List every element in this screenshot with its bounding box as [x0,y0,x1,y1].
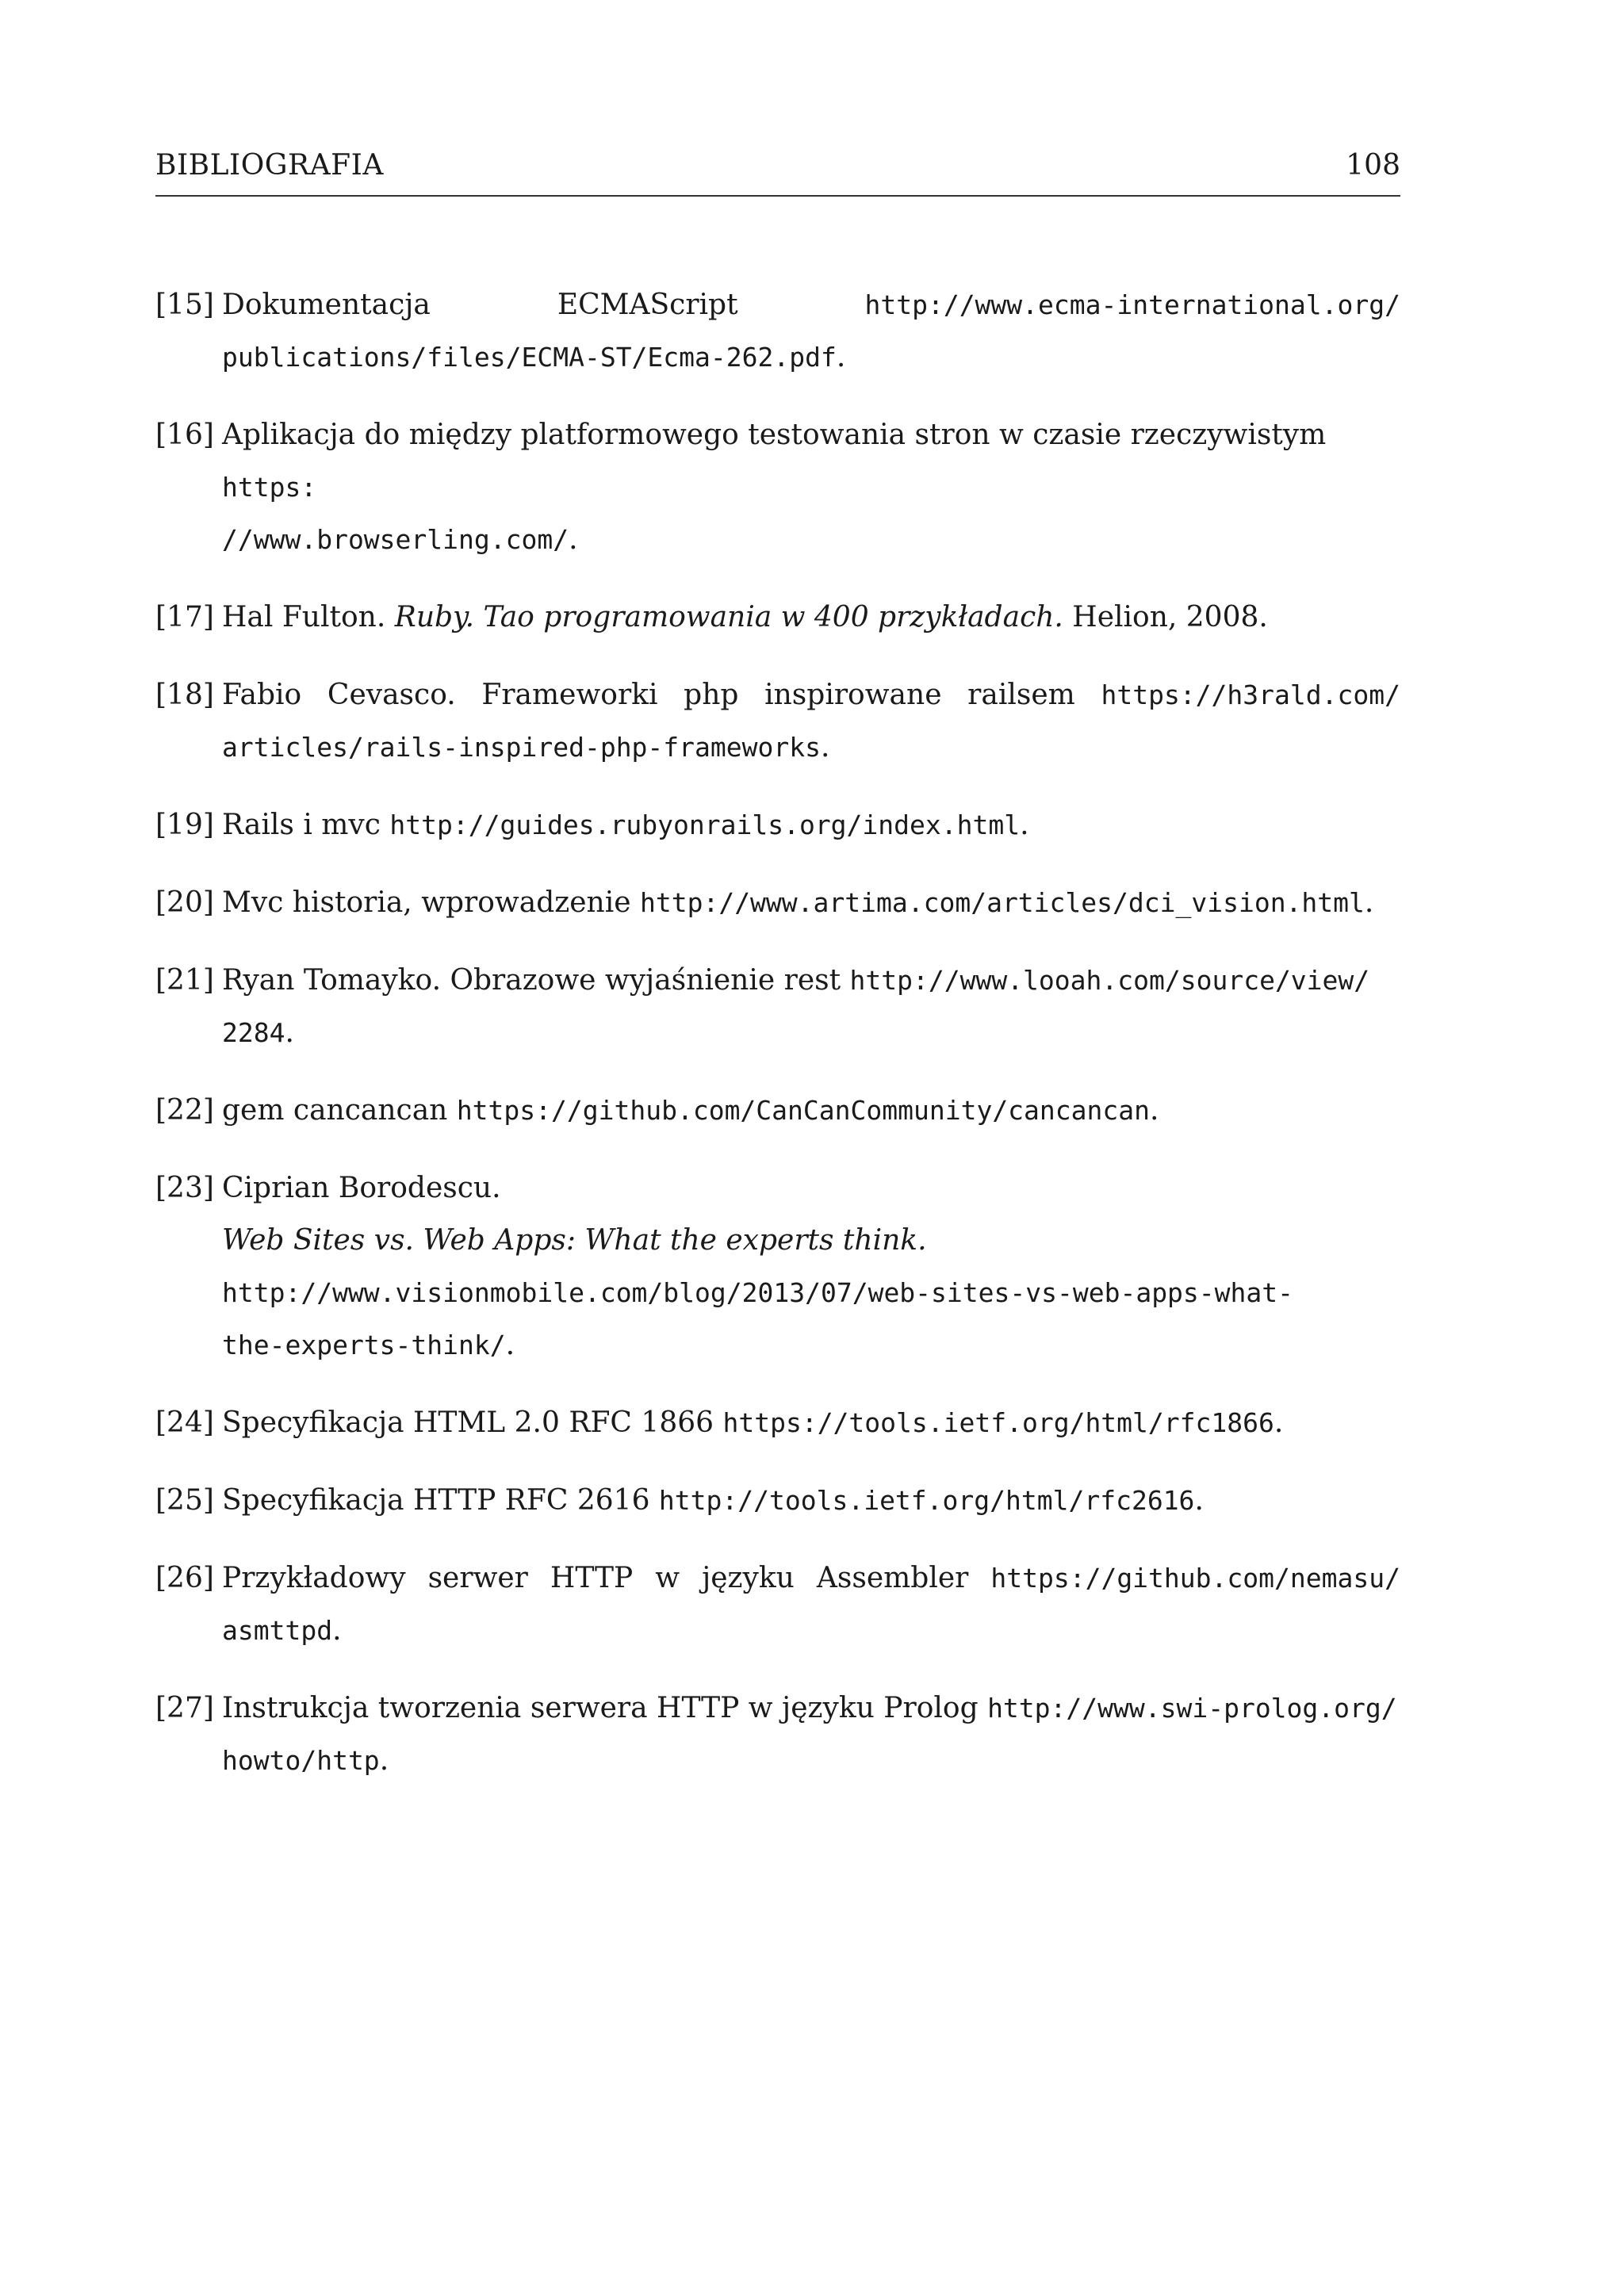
entry-word: Cevasco. [327,679,456,711]
entry-word: Fabio [222,679,302,711]
entry-word: języku [702,1562,795,1594]
entry-text: Rails i mvc [222,809,390,841]
entry-number: [17] [155,601,214,633]
entry-url[interactable]: http://www.visionmobile.com/blog/2013/07/web-sites-vs-web-apps-what- [222,1277,1294,1308]
bib-entry-17 [155,591,1400,644]
entry-line [222,279,1400,331]
entry-title: Ruby. Tao programowania w 400 przykładach. [394,601,1063,633]
entry-word: serwer [427,1562,528,1594]
entry-word: Przykładowy [222,1562,406,1594]
bib-entry-25 [155,1475,1400,1527]
page-header [155,149,1400,197]
entry-url[interactable]: http://www.ecma-international.org/ [864,289,1400,320]
entry-number: [25] [155,1484,214,1517]
bib-entry-19 [155,799,1400,851]
bib-entry-18 [155,669,1400,774]
bibliography-list [155,279,1400,1812]
entry-url[interactable]: http://www.artima.com/articles/dci_vision.html [639,887,1365,918]
entry-number: [27] [155,1692,214,1724]
entry-number: [15] [155,289,214,321]
entry-url[interactable]: asmttpd [222,1615,333,1646]
entry-line [222,669,1400,721]
entry-title: Web Sites vs. Web Apps: What the experts think. [222,1224,927,1257]
entry-word: HTTP [550,1562,634,1594]
entry-url[interactable]: howto/http [222,1745,380,1776]
entry-line: //www.browserling.com/. [222,523,578,556]
entry-line: publications/files/ECMA-ST/Ecma-262.pdf. [222,341,846,373]
entry-line: gem cancancan https://github.com/CanCanCommunity/cancancan. [222,1094,1159,1127]
entry-author: Hal Fulton. [222,601,395,633]
entry-number: [24] [155,1406,214,1439]
entry-line [222,591,1400,644]
entry-line [222,1682,1400,1735]
bib-entry-22 [155,1085,1400,1137]
running-head: BIBLIOGRAFIA [155,149,384,182]
entry-line: 2284. [222,1016,294,1049]
entry-line: Specyfikacja HTML 2.0 RFC 1866 https://tools.ietf.org/html/rfc1866. [222,1406,1284,1439]
entry-text: Specyfikacja HTTP RFC 2616 [222,1484,659,1517]
entry-text: Mvc historia, wprowadzenie [222,886,640,919]
entry-word: railsem [967,679,1075,711]
entry-line: the-experts-think/. [222,1329,515,1361]
entry-url[interactable]: publications/files/ECMA-ST/Ecma-262.pdf [222,342,837,373]
entry-line [222,955,1400,1007]
entry-word: w [655,1562,680,1594]
entry-publisher: Helion, 2008. [1063,601,1268,633]
entry-url[interactable]: http://www.looah.com/source/view/ [849,965,1370,996]
bib-entry-23 [155,1162,1400,1372]
entry-line: Rails i mvc http://guides.rubyonrails.org/index.html. [222,809,1029,841]
entry-number: [20] [155,886,214,919]
entry-line: articles/rails-inspired-php-frameworks. [222,731,830,763]
page-number: 108 [1346,149,1400,182]
entry-text: Aplikacja do między platformowego testowania stron w czasie rzeczywistym [222,419,1327,451]
entry-number: [23] [155,1172,214,1204]
entry-url[interactable]: //www.browserling.com/ [222,524,569,555]
entry-word: inspirowane [764,679,942,711]
entry-word: Assembler [816,1562,969,1594]
bib-entry-26 [155,1552,1400,1657]
entry-number: [21] [155,964,214,997]
entry-line [222,1552,1400,1605]
entry-number: [18] [155,679,214,711]
entry-number: [22] [155,1094,214,1127]
entry-url[interactable]: https://github.com/CanCanCommunity/cancancan [456,1095,1150,1126]
entry-url[interactable]: http://guides.rubyonrails.org/index.html [389,809,1021,840]
bib-entry-16 [155,409,1400,566]
bib-entry-15 [155,279,1400,384]
entry-word: Frameworki [481,679,658,711]
entry-url[interactable]: https://github.com/nemasu/ [990,1563,1400,1594]
entry-line: asmttpd. [222,1614,342,1647]
entry-url[interactable]: http://www.swi-prolog.org/ [987,1693,1397,1724]
entry-url[interactable]: https://tools.ietf.org/html/rfc1866 [722,1407,1274,1438]
entry-line: Mvc historia, wprowadzenie http://www.artima.com/articles/dci_vision.html. [222,886,1374,919]
bib-entry-24 [155,1397,1400,1449]
entry-text: Specyfikacja HTML 2.0 RFC 1866 [222,1406,723,1439]
entry-word: php [684,679,739,711]
entry-number: [19] [155,809,214,841]
bib-entry-21 [155,955,1400,1059]
entry-text: Ryan Tomayko. Obrazowe wyjaśnienie rest [222,964,850,997]
entry-line: Specyfikacja HTTP RFC 2616 http://tools.ietf.org/html/rfc2616. [222,1484,1204,1517]
entry-url[interactable]: https://h3rald.com/ [1101,679,1400,710]
entry-line: howto/http. [222,1744,389,1777]
entry-line [222,409,1400,514]
entry-text: gem cancancan [222,1094,457,1127]
entry-author: Ciprian Borodescu. [222,1172,501,1204]
entry-line [222,1267,1400,1319]
entry-url[interactable]: https: [222,472,317,503]
bib-entry-20 [155,877,1400,929]
entry-url[interactable]: articles/rails-inspired-php-frameworks [222,732,821,763]
entry-word: ECMAScript [557,289,738,321]
entry-number: [16] [155,419,214,451]
entry-number: [26] [155,1562,214,1594]
entry-url[interactable]: http://tools.ietf.org/html/rfc2616 [658,1485,1195,1516]
entry-text: Instrukcja tworzenia serwera HTTP w języku Prolog [222,1692,988,1724]
entry-url[interactable]: 2284 [222,1017,285,1048]
entry-word: Dokumentacja [222,289,431,321]
bib-entry-27 [155,1682,1400,1787]
entry-url[interactable]: the-experts-think/ [222,1330,506,1360]
